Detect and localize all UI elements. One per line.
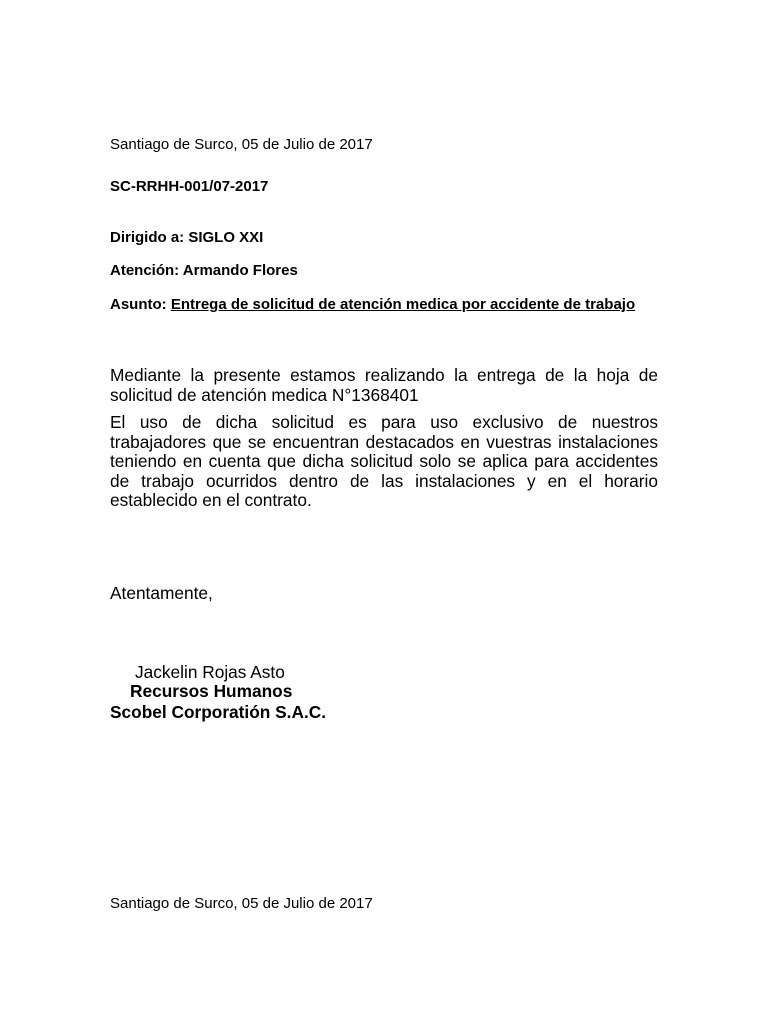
subject-line <box>110 296 635 313</box>
attention-line: Atención: Armando Flores <box>110 262 298 279</box>
place-date-footer: Santiago de Surco, 05 de Julio de 2017 <box>110 895 373 912</box>
signer-department: Recursos Humanos <box>130 681 293 701</box>
signer-company: Scobel Corporatión S.A.C. <box>110 702 327 722</box>
subject-text: Entrega de solicitud de atención medica por accidente de trabajo <box>170 296 636 313</box>
signer-name: Jackelin Rojas Asto <box>135 662 285 682</box>
reference-code: SC-RRHH-001/07-2017 <box>110 178 269 195</box>
directed-to: Dirigido a: SIGLO XXI <box>110 229 264 246</box>
body-paragraph-2: El uso de dicha solicitud es para uso exclusivo de nuestros trabajadores que se encuentran destacados en vuestras instalaciones teniendo en cuenta que dicha solicitud solo se aplica para accidentes de trabajo ocurridos dentro de las instalaciones y en el horario establecido en el contrato. <box>110 412 658 510</box>
subject-label: Asunto: <box>110 296 167 313</box>
body-paragraph-1: Mediante la presente estamos realizando la entrega de la hoja de solicitud de atención medica N°1368401 <box>110 365 658 405</box>
place-date-header: Santiago de Surco, 05 de Julio de 2017 <box>110 136 373 153</box>
closing-salutation: Atentamente, <box>110 583 213 603</box>
